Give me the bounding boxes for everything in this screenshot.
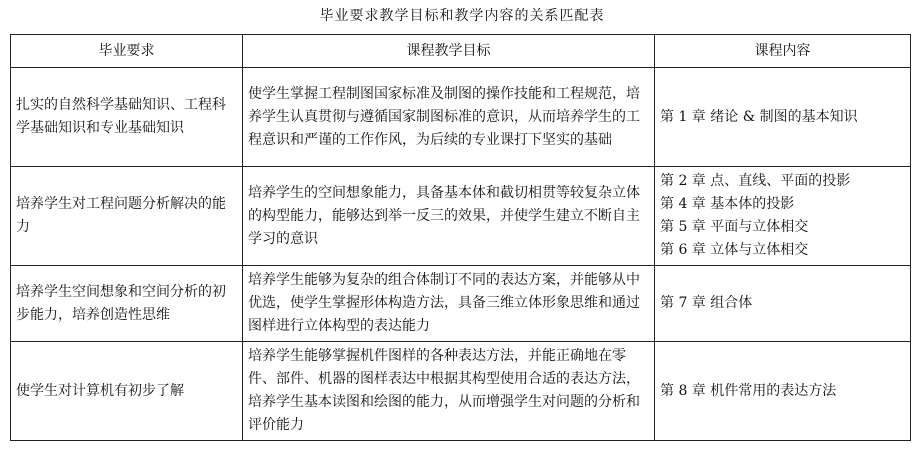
goal-cell: 使学生掌握工程制图国家标准及制图的操作技能和工程规范，培养学生认真贯彻与遵循国家制图标准的意识，从而培养学生的工程意识和严谨的工作作风，为后续的专业课打下坚实的基础	[243, 68, 655, 167]
table-row	[11, 68, 911, 167]
chapter-item: 第 2 章 点、直线、平面的投影	[660, 173, 851, 189]
table-row	[11, 167, 911, 266]
requirement-cell: 培养学生空间想象和空间分析的初步能力，培养创造性思维	[11, 266, 243, 342]
requirement-cell: 培养学生对工程问题分析解决的能力	[11, 167, 243, 266]
content-cell	[655, 167, 911, 266]
table-header	[11, 35, 911, 68]
requirement-cell: 扎实的自然科学基础知识、工程科学基础知识和专业基础知识	[11, 68, 243, 167]
header-goal: 课程教学目标	[243, 35, 655, 68]
header-content: 课程内容	[655, 35, 911, 68]
chapter-item: 第 7 章 组合体	[660, 295, 753, 311]
goal-cell: 培养学生能够为复杂的组合体制订不同的表达方案，并能够从中优选，使学生掌握形体构造方法，具备三维立体形象思维和通过图样进行立体构型的表达能力	[243, 266, 655, 342]
header-requirement: 毕业要求	[11, 35, 243, 68]
header-row	[11, 35, 911, 68]
requirement-cell: 使学生对计算机有初步了解	[11, 342, 243, 441]
chapter-item: 第 8 章 机件常用的表达方法	[660, 382, 837, 399]
content-cell	[655, 266, 911, 342]
document-title: 毕业要求教学目标和教学内容的关系匹配表	[319, 8, 605, 24]
table-row	[11, 342, 911, 441]
chapter-item: 第 1 章 绪论 & 制图的基本知识	[660, 108, 858, 125]
table-row	[11, 266, 911, 342]
chapter-item: 第 5 章 平面与立体相交	[660, 219, 809, 235]
chapter-item: 第 6 章 立体与立体相交	[660, 242, 809, 258]
goal-cell: 培养学生的空间想象能力，具备基本体和截切相贯等较复杂立体的构型能力，能够达到举一反三的效果，并使学生建立不断自主学习的意识	[243, 167, 655, 266]
requirement-mapping-table	[10, 34, 911, 441]
goal-cell: 培养学生能够掌握机件图样的各种表达方法，并能正确地在零件、部件、机器的图样表达中根据其构型使用合适的表达方法，培养学生基本读图和绘图的能力，从而增强学生对问题的分析和评价能力	[243, 342, 655, 441]
content-cell	[655, 342, 911, 441]
content-cell	[655, 68, 911, 167]
chapter-item: 第 4 章 基本体的投影	[660, 196, 795, 212]
table-body	[11, 68, 911, 441]
